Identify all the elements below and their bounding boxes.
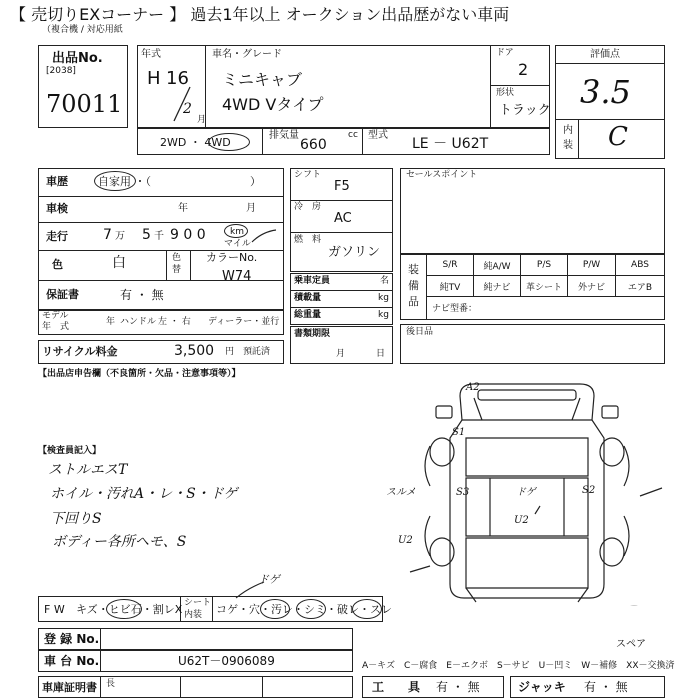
equip-label-2: 品	[408, 295, 419, 308]
seat-arrow	[230, 580, 270, 602]
lot-label: 出品No.	[52, 51, 103, 66]
tool-label: 工 具	[372, 680, 421, 694]
seat-circle-wear	[352, 599, 382, 619]
color-change-1: 色	[172, 253, 182, 263]
model-label: 型式	[368, 130, 388, 141]
color-label: 色	[52, 258, 63, 271]
lot-number: 70011	[46, 90, 123, 118]
inspection-month: 月	[246, 203, 256, 214]
inspector-line: 下回りS	[50, 511, 102, 527]
color-no-label: カラーNo.	[206, 251, 258, 264]
color-no: W74	[222, 269, 252, 284]
mileage-km-circle	[224, 224, 248, 238]
score-label: 評価点	[590, 49, 620, 60]
ac-value: AC	[334, 211, 352, 226]
weight-label: 総重量	[294, 310, 322, 320]
year-label: 年式	[141, 49, 161, 60]
history-label: 車歴	[46, 175, 68, 188]
equip-cell: エアB	[615, 275, 665, 297]
doc-day: 日	[376, 349, 386, 359]
color-value: 白	[112, 255, 126, 271]
fw-circle	[106, 599, 142, 619]
doors-label: ドア	[496, 48, 514, 58]
year-era: H	[147, 68, 161, 89]
shape-value: トラック	[499, 103, 551, 118]
dealer-label: ディーラー・並行	[208, 317, 280, 327]
seat-circle-spot	[296, 599, 326, 619]
navi-label: ナビ型番：	[432, 304, 478, 314]
history-close: ）	[250, 175, 261, 188]
equip-cell: 革シート	[520, 275, 568, 297]
equip-cell: ABS	[615, 254, 665, 276]
seller-notes-label: 【出品店申告欄（不良箇所・欠品・注意事項等）】	[38, 369, 241, 379]
seat-items: コゲ・穴・汚レ・シミ・破レ・スレ	[216, 603, 392, 616]
seat-mark: ドゲ	[258, 573, 280, 586]
handle-value: 左 ・ 右	[158, 317, 191, 327]
later-box	[400, 324, 665, 364]
date-slash	[168, 85, 198, 125]
load-label: 積載量	[294, 293, 322, 303]
mileage-thousand: 5	[142, 227, 151, 243]
mileage-man: 7	[103, 227, 112, 243]
cert-cell: 長	[106, 679, 116, 689]
cert-label: 車庫証明書	[42, 681, 97, 694]
mileage-unit-km: km	[230, 227, 244, 237]
car-name: ミニキャブ	[222, 70, 303, 89]
equip-cell: 純A/W	[473, 254, 521, 276]
diagram-mark: ドゲ	[516, 487, 536, 498]
displacement-unit: cc	[348, 130, 358, 140]
fw-label: F W	[44, 603, 65, 616]
model-value: LE － U62T	[412, 136, 489, 152]
jack-label: ジャッキ	[518, 680, 566, 694]
doc-month: 月	[336, 349, 346, 359]
tool-value: 有 ・ 無	[436, 680, 480, 694]
shift-label: シフト	[294, 170, 322, 180]
diagram-mark: U2	[514, 515, 529, 526]
diagram-mark: S2	[582, 485, 596, 496]
equip-label-1: 備	[408, 279, 419, 292]
sales-point-label: セールスポイント	[406, 170, 478, 180]
interior-label-2: 装	[563, 140, 573, 151]
handle-label: ハンドル	[120, 317, 157, 327]
displacement-value: 660	[300, 137, 327, 153]
warranty-value: 有 ・ 無	[120, 288, 164, 302]
history-value: 自家用 ・（	[98, 175, 151, 188]
year-month: 2	[183, 101, 192, 117]
diagram-mark: U2	[398, 535, 413, 546]
fuel-value: ガソリン	[328, 245, 381, 260]
mileage-man-unit: 万	[115, 231, 125, 242]
doors-value: 2	[518, 60, 529, 79]
diagram-mark: S1	[452, 427, 466, 438]
banner: 【 売切りEXコーナー 】 過去1年以上 オークション出品歴がない車両	[10, 5, 510, 24]
capacity-label: 乗車定員	[294, 276, 331, 286]
drive-options: 2WD ・ 4WD	[160, 136, 231, 149]
fw-items: キズ・ヒビ石・割レX	[76, 603, 183, 616]
equip-cell: S/R	[426, 254, 474, 276]
sub-note: （複合機 / 対応用紙	[42, 25, 123, 35]
equip-cell: 外ナビ	[567, 275, 616, 297]
model-year-label-2: 年 式	[42, 322, 70, 332]
diagram-mark: スルメ	[386, 487, 416, 498]
seat-circle-stain	[260, 599, 290, 619]
equip-cell: P/W	[567, 254, 616, 276]
equip-cell: 純TV	[426, 275, 474, 297]
score-value: 3.5	[580, 73, 631, 111]
reg-label: 登 録 No.	[44, 632, 100, 646]
equip-cell: 純ナビ	[473, 275, 521, 297]
diagram-mark: A2	[466, 382, 480, 393]
interior-label-1: 内	[563, 125, 573, 136]
recycle-note: 預託済	[243, 347, 271, 357]
year-value: 16	[166, 68, 189, 89]
inspector-label: 【検査員記入】	[38, 446, 102, 456]
weight-unit: kg	[378, 310, 389, 320]
jack-value: 有 ・ 無	[584, 680, 628, 694]
fuel-label: 燃 料	[294, 235, 322, 245]
spare-label: スペア	[616, 639, 646, 650]
mileage-unit-mile: マイル	[224, 239, 251, 249]
capacity-unit: 名	[380, 276, 390, 286]
car-grade: 4WD Vタイプ	[222, 95, 324, 114]
mileage-tick	[250, 228, 280, 248]
chassis-label: 車 台 No.	[44, 654, 100, 668]
mileage-thousand-unit: 千	[154, 231, 164, 242]
color-change-2: 替	[172, 265, 182, 275]
seat-label-1: シート	[184, 598, 212, 608]
mileage-rest: 9 0 0	[170, 227, 206, 243]
displacement-label: 排気量	[269, 130, 299, 141]
drive-4wd-circle	[208, 133, 250, 151]
month-unit: 月	[197, 115, 207, 125]
recycle-value: 3,500	[174, 343, 215, 359]
lot-small: [2038]	[46, 66, 76, 76]
inspector-line: ボディー各所ヘモ、S	[52, 534, 187, 550]
equip-cell: P/S	[520, 254, 568, 276]
interior-value: C	[608, 122, 628, 152]
diagram-mark: S3	[456, 487, 470, 498]
equip-label-0: 装	[408, 263, 419, 276]
inspection-label: 車検	[46, 202, 68, 215]
inspection-year: 年	[178, 203, 188, 214]
mileage-label: 走行	[46, 230, 68, 243]
model-year-label-1: モデル	[42, 311, 69, 321]
sales-point-box	[400, 168, 665, 254]
load-unit: kg	[378, 293, 389, 303]
shape-label: 形状	[496, 88, 515, 98]
recycle-unit: 円	[225, 347, 235, 357]
chassis-value: U62T－0906089	[178, 654, 275, 668]
inspector-line: ホイル・汚れA・レ・S・ドゲ	[50, 486, 238, 502]
damage-legend: A－キズ C－腐食 E－エクボ S－サビ U－凹ミ W－補修 XX－交換済	[362, 661, 675, 671]
recycle-label: リサイクル料金	[42, 345, 118, 358]
ac-label: 冷 房	[294, 202, 322, 212]
shift-value: F5	[334, 179, 350, 194]
doc-label: 書類期限	[294, 329, 331, 339]
name-label: 車名・グレード	[212, 49, 282, 60]
seat-label-2: 内装	[184, 610, 203, 620]
later-label: 後日品	[406, 327, 434, 337]
warranty-label: 保証書	[46, 288, 79, 301]
inspector-line: ストルエスT	[48, 462, 128, 478]
model-year-unit: 年	[106, 317, 116, 327]
history-circle	[94, 171, 136, 191]
